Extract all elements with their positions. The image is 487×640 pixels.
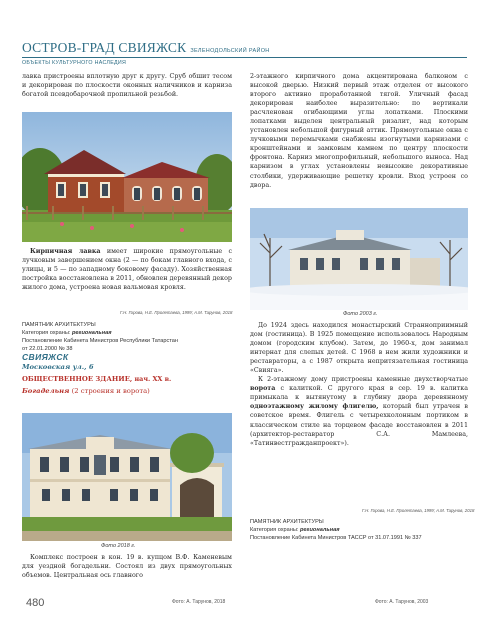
monument-type: ПАМЯТНИК АРХИТЕКТУРЫ (250, 519, 324, 525)
header-rule (22, 57, 467, 58)
paragraph-history: До 1924 здесь находился монастырский Странноприимный дом (гостиница). В 1925 помещение использовалось Народным домом (городским клубом). Затем, до 1960-х, дом занимал интернат для слепых детей. С 1968 в нем жили художники и реставраторы, а с 1987 открыта непритязательная гостиница «Свияга». (250, 322, 468, 375)
term-wing: одноэтажному жилому флигелю, (250, 403, 379, 411)
monument-info-right (250, 518, 468, 542)
building-note: (2 строения и ворота) (69, 387, 150, 395)
photo-snow-building (250, 208, 468, 310)
city-name: СВИЯЖСК (22, 352, 69, 362)
protection-label: Категория охраны: (22, 330, 72, 336)
protection-value: региональная (72, 330, 112, 336)
almshouse-illustration (22, 413, 232, 541)
lavka-description (22, 247, 232, 292)
text-run: с калиткой. С другого края в сер. 19 в. калитка примыкала к вытянутому в глубину двора деревянному (250, 385, 468, 402)
section-subtitle: ОБЪЕКТЫ КУЛЬТУРНОГО НАСЛЕДИЯ (22, 60, 127, 66)
lavka-text: имеет широкие прямоугольные с лучковым завершением окна (2 — по бокам главного входа, с улицы, и 5 — по западному боковому фасаду). Хозяйственная постройка восстановлена в 2011, обновлен деревянный декор жилого дома, устроена новая вальмовая кровля. (22, 248, 232, 292)
page-title: ОСТРОВ-ГРАД СВИЯЖСК (22, 40, 187, 55)
paragraph-gates (250, 375, 468, 447)
decree-line: Постановление Кабинета Министров ТАССР от 31.07.1991 № 337 (250, 535, 422, 541)
paragraph: 2-этажного кирпичного дома акцентирована балконом с высокой дверью. Низкий первый этаж отделен от высокого второго активно проработанной тягой. Уличный фасад декорирован наиболее выразительно: по вертикали расчленован огибающими углы лопатками. Плоскими лопатками выделен центральный ризалит, над которым установлен небольшой фигурный аттик. Прямоугольные окна с лучковыми перемычками снабжены изогнутыми карнизами с кронштейнами и замковым камнем по центру плоскости фронтона. Карниз многопрофильный, небольшого выноса. Над карнизом в углах установлены невысокие декоративные столбики, удерживающие решетку кровли. Вход устроен со двора. (250, 73, 468, 189)
decree-date: от 22.01.2000 № 38 (22, 346, 73, 352)
house-illustration (22, 112, 232, 242)
region-label: ЗЕЛЕНОДОЛЬСКИЙ РАЙОН (190, 48, 270, 54)
footer-photo-credit-left: Фото: А. Тарунов, 2018 (172, 599, 226, 605)
term-gates: ворота (250, 385, 276, 393)
street-address: Московская ул., 6 (22, 363, 94, 371)
photo-credit-left: Г.Н. Горова, Н.Е. Пролетаева, 1999; А.М. Тарунов, 2018 (120, 310, 233, 315)
page-header (22, 40, 467, 66)
protection-value: региональная (300, 527, 340, 533)
text-run: который был утрачен в советское время. Флигель с четырехколонным портиком в классическом стиле на торцевом фасаде восстановлен в 2011 (архитектор-реставратор С.А. Мамлеева, «Татинвестгражданпроект»). (250, 403, 469, 447)
photo-almshouse (22, 413, 232, 541)
paragraph: Комплекс построен в кон. 19 в. купцом В.Ф. Каменевым для уездной богадельни. Состоял из двух прямоугольных объемов. Центральная ось главного (22, 554, 232, 580)
building-date: нач. XX в. (132, 375, 172, 383)
left-bottom-text (22, 553, 232, 580)
snow-building-illustration (250, 208, 468, 310)
lavka-term: Кирпичная лавка (30, 248, 101, 255)
footer-photo-credit-right: Фото: А. Тарунов, 2003 (375, 599, 429, 605)
page-number: 480 (26, 597, 45, 609)
text-run: К 2-этажному дому пристроены каменные двухстворчатые (258, 376, 468, 384)
paragraph: лавка пристроены вплотную друг к другу. Сруб обшит тесом и декорирован по плоскости оконных наличников и карниза богатой псевдобарочной пропильной резьбой. (22, 73, 232, 99)
monument-type: ПАМЯТНИК АРХИТЕКТУРЫ (22, 322, 96, 328)
right-top-text (250, 72, 468, 190)
photo-wooden-house (22, 112, 232, 242)
photo-caption-2018: Фото 2018 г. (101, 543, 136, 549)
left-top-text (22, 72, 232, 99)
building-name: Богадельня (22, 387, 70, 395)
decree-line: Постановление Кабинета Министров Республики Татарстан (22, 338, 178, 344)
monument-info-left (22, 321, 232, 353)
address-block (22, 352, 232, 395)
right-mid-text (250, 321, 468, 448)
photo-credit-right: Г.Н. Горова, Н.Е. Пролетаева, 1999; А.М. Тарунов, 2018 (362, 508, 475, 513)
building-type: ОБЩЕСТВЕННОЕ ЗДАНИЕ, (22, 375, 133, 383)
photo-caption-2003: Фото 2003 г. (343, 311, 378, 317)
protection-label: Категория охраны: (250, 527, 300, 533)
